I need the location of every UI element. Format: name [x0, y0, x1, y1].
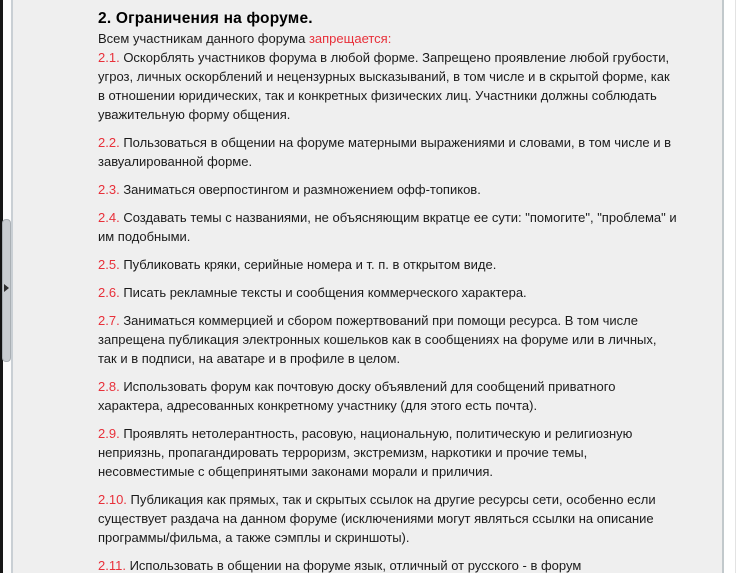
expand-right-icon [4, 284, 9, 292]
rule-text: Проявлять нетолерантность, расовую, национальную, политическую и религиозную неприязнь, пропагандировать терроризм, экстремизм, наркотики и прочие темы, несовместимые с общепринятыми законами морали и приличия. [98, 426, 633, 479]
intro-highlight: запрещается: [308, 31, 392, 46]
rule-item-2-5 [98, 255, 678, 274]
rule-text: Заниматься оверпостингом и размножением офф-топиков. [123, 182, 481, 197]
rule-number: 2.4. [98, 210, 120, 225]
rule-item-2-6 [98, 283, 678, 302]
intro-text: Всем участникам данного форума [98, 31, 309, 46]
rule-text: Писать рекламные тексты и сообщения коммерческого характера. [123, 285, 527, 300]
rule-item-2-3 [98, 180, 678, 199]
rule-number: 2.6. [98, 285, 120, 300]
rule-number: 2.8. [98, 379, 120, 394]
rule-number: 2.2. [98, 135, 120, 150]
rule-text: Оскорблять участников форума в любой форме. Запрещено проявление любой грубости, угроз, личных оскорблений и нецензурных высказываний, в том числе и в скрытой форме, как в отношении юридических, так и конкретных физических лиц. Участники должны соблюдать уважительную форму общения. [98, 50, 670, 122]
rule-item-2-4 [98, 208, 678, 246]
section-title: 2. Ограничения на форуме. [98, 10, 313, 27]
rule-text: Использовать в общении на форуме язык, отличный от русского - в форум [129, 558, 582, 573]
rule-item-2-1 [98, 48, 678, 124]
rules-content-frame [13, 0, 722, 573]
rule-number: 2.1. [98, 50, 120, 65]
rule-item-2-10 [98, 490, 678, 547]
intro-line [98, 29, 678, 48]
rule-text: Публикация как прямых, так и скрытых ссылок на другие ресурсы сети, особенно если существует раздача на данном форуме (исключениями могут являться ссылки на описание программы/фильма, а также сэмплы и скриншоты). [98, 492, 656, 545]
rule-item-2-11 [98, 556, 678, 575]
forum-rules-section [98, 9, 678, 575]
rule-number: 2.9. [98, 426, 120, 441]
rule-item-2-7 [98, 311, 678, 368]
rule-item-2-2 [98, 133, 678, 171]
right-frame-spacer [724, 0, 736, 573]
rule-text: Публиковать кряки, серийные номера и т. п. в открытом виде. [123, 257, 497, 272]
rule-item-2-8 [98, 377, 678, 415]
rule-number: 2.10. [98, 492, 127, 507]
rule-text: Заниматься коммерцией и сбором пожертвований при помощи ресурса. В том числе запрещена публикация электронных кошельков как в сообщениях на форуме или в личных, так и в подписи, на аватаре и в профиле в целом. [98, 313, 657, 366]
rule-text: Использовать форум как почтовую доску объявлений для сообщений приватного характера, адресованных конкретному участнику (для этого есть почта). [98, 379, 616, 413]
rule-text: Пользоваться в общении на форуме матерными выражениями и словами, в том числе и в завуалированной форме. [98, 135, 672, 169]
frame-collapse-handle[interactable] [2, 219, 11, 362]
rule-number: 2.5. [98, 257, 120, 272]
rule-number: 2.7. [98, 313, 120, 328]
rule-number: 2.11. [98, 558, 126, 573]
rule-item-2-9 [98, 424, 678, 481]
rule-number: 2.3. [98, 182, 120, 197]
rule-text: Создавать темы с названиями, не объясняющим вкратце ее сути: "помогите", "проблема" и им подобными. [98, 210, 677, 244]
